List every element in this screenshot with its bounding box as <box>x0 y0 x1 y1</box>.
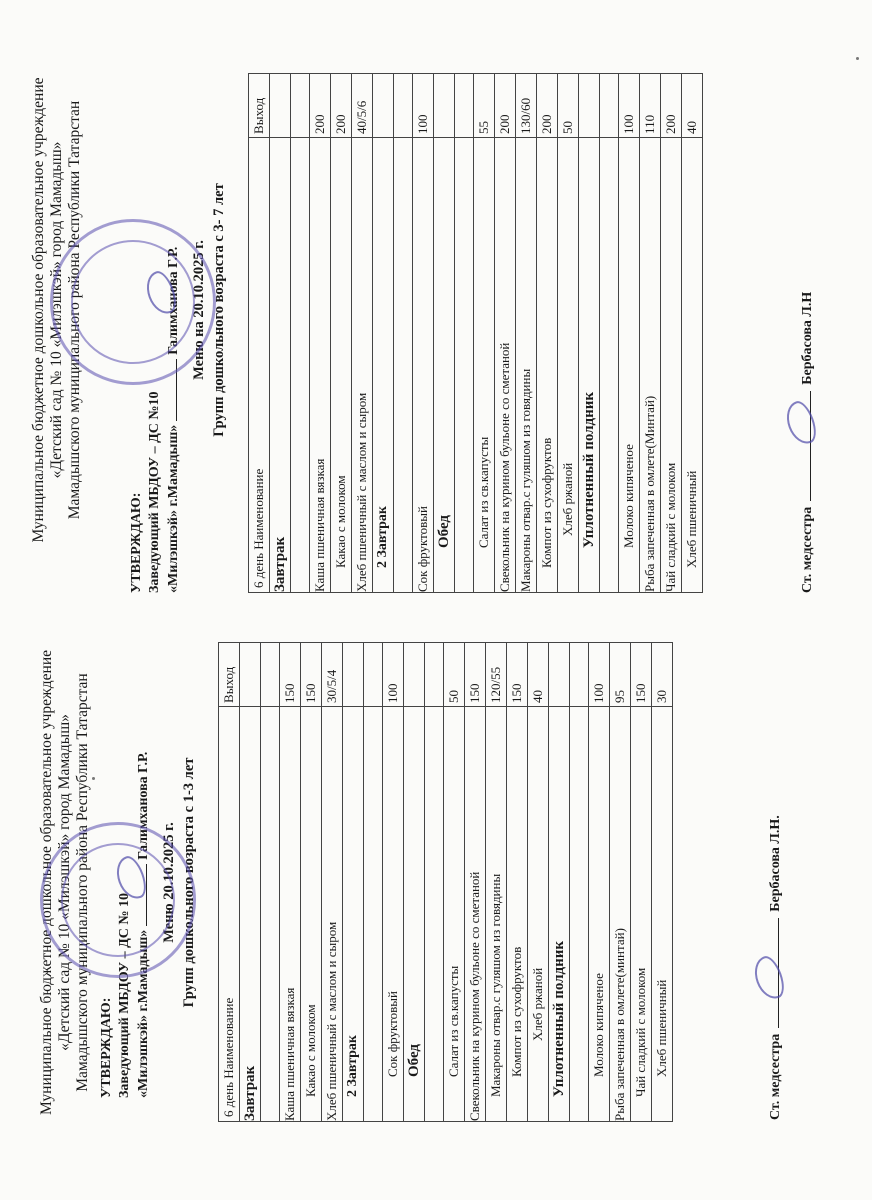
menu-date: Меню на 20.10.2025 г. <box>191 240 207 380</box>
approve-position: Заведующий МБДОУ – ДС №10 <box>147 391 162 593</box>
approve-title: УТВЕРЖДАЮ: <box>129 492 144 593</box>
row-output: 130/60 <box>516 74 537 138</box>
org-line-3: Мамадышского муниципального района Республики Татарстан <box>74 673 91 1092</box>
org-line-1: Муниципальное бюджетное дошкольное образовательное учреждение <box>38 650 55 1115</box>
section-lunch: Обед <box>404 706 425 1121</box>
section-lunch: Обед <box>434 137 455 592</box>
table-row: Какао с молоком <box>301 706 322 1121</box>
table-row: Каша пшеничная вязкая <box>280 706 301 1121</box>
section-breakfast: Завтрак <box>270 137 291 592</box>
menu-1-3-years <box>0 605 872 1160</box>
approve-position: Заведующий МБДОУ – ДС № 10 <box>117 893 132 1098</box>
row-output: 200 <box>537 74 558 138</box>
table-row: Компот из сухофруктов <box>537 137 558 592</box>
row-output: 50 <box>444 643 465 707</box>
row-output: 30/5/4 <box>322 643 343 707</box>
table-row: Хлеб пшеничный <box>682 137 703 592</box>
stamp-seal <box>50 219 216 385</box>
row-output: 40 <box>682 74 703 138</box>
header-name: 6 день Наименование <box>249 137 270 592</box>
signature-line <box>810 391 811 501</box>
header-output: Выход <box>219 643 240 707</box>
group-title: Групп дошкольного возраста с 1-3 лет <box>181 757 197 1008</box>
footer-role: Ст. медсестра <box>768 1033 783 1120</box>
row-output: 200 <box>661 74 682 138</box>
table-row: Хлеб пшеничный с маслом и сыром <box>322 706 343 1121</box>
org-line-1: Муниципальное бюджетное дошкольное образовательное учреждение <box>30 77 47 543</box>
approve-signatory: «Милэшкэй» г.Мамадыш»Галимханова Г.Р. <box>166 246 181 593</box>
table-row: Салат из св.капусты <box>474 137 495 592</box>
table-row: Молоко кипяченое <box>619 137 640 592</box>
org-line-2: «Детский сад № 10 «Милэшкэй» город Мамадыш» <box>56 714 73 1051</box>
table-row: Чай сладкий с молоком <box>661 137 682 592</box>
menu-date: Меню 20.10.2025 г. <box>161 822 177 943</box>
row-output: 150 <box>507 643 528 707</box>
section-breakfast2: 2 Завтрак <box>343 706 364 1121</box>
row-output: 110 <box>640 74 661 138</box>
row-output: 200 <box>495 74 516 138</box>
row-output: 40 <box>528 643 549 707</box>
row-output: 40/5/6 <box>352 74 373 138</box>
menu-table <box>218 642 673 1122</box>
table-row: Компот из сухофруктов <box>507 706 528 1121</box>
row-output: 30 <box>652 643 673 707</box>
header-output: Выход <box>249 74 270 138</box>
table-row: Чай сладкий с молоком <box>631 706 652 1121</box>
menu-3-7-years <box>0 25 872 595</box>
footer-name: Бербасова Л.Н. <box>768 815 783 912</box>
row-output: 100 <box>619 74 640 138</box>
table-row: Салат из св.капусты <box>444 706 465 1121</box>
footer-role: Ст. медсестра <box>800 506 815 593</box>
row-output: 100 <box>589 643 610 707</box>
row-output: 150 <box>465 643 486 707</box>
row-output: 120/55 <box>486 643 507 707</box>
table-row: Макароны отвар.с гуляшом из говядины <box>486 706 507 1121</box>
approve-signatory: «Милэшкэй» г.Мамадыш»Галимханова Г.Р. <box>136 751 151 1098</box>
table-row: Свекольник на курином бульоне со сметаной <box>465 706 486 1121</box>
section-snack: Уплотненный полдник <box>549 706 570 1121</box>
org-line-2: «Детский сад № 10 «Милэшкэй» город Мамадыш» <box>48 141 65 479</box>
row-output: 50 <box>558 74 579 138</box>
table-row: Свекольник на курином бульоне со сметаной <box>495 137 516 592</box>
table-row: Макароны отвар.с гуляшом из говядины <box>516 137 537 592</box>
table-row: Молоко кипяченое <box>589 706 610 1121</box>
table-row: Какао с молоком <box>331 137 352 592</box>
approve-title: УТВЕРЖДАЮ: <box>99 997 114 1098</box>
group-title: Групп дошкольного возраста с 3- 7 лет <box>211 183 227 437</box>
table-row: Рыба запеченная в омлете(Минтай) <box>640 137 661 592</box>
scan-speck <box>92 777 95 780</box>
row-output: 200 <box>310 74 331 138</box>
section-breakfast2: 2 Завтрак <box>373 137 394 592</box>
table-row: Каша пшеничная вязкая <box>310 137 331 592</box>
table-row: Сок фруктовый <box>413 137 434 592</box>
row-output: 150 <box>631 643 652 707</box>
footer-name: Бербасова Л.Н <box>800 291 815 385</box>
row-output: 95 <box>610 643 631 707</box>
table-row: Хлеб ржаной <box>528 706 549 1121</box>
row-output: 100 <box>383 643 404 707</box>
table-row: Рыба запеченная в омлете(минтай) <box>610 706 631 1121</box>
row-output: 150 <box>301 643 322 707</box>
table-row: Сок фруктовый <box>383 706 404 1121</box>
row-output: 55 <box>474 74 495 138</box>
row-output: 200 <box>331 74 352 138</box>
row-output: 100 <box>413 74 434 138</box>
section-snack: Уплотненный полдник <box>579 137 600 592</box>
menu-table <box>248 73 703 593</box>
section-breakfast: Завтрак <box>240 706 261 1121</box>
table-row: Хлеб пшеничный с маслом и сыром <box>352 137 373 592</box>
header-name: 6 день Наименование <box>219 706 240 1121</box>
scan-speck <box>856 57 859 60</box>
row-output: 150 <box>280 643 301 707</box>
table-row: Хлеб пшеничный <box>652 706 673 1121</box>
table-row: Хлеб ржаной <box>558 137 579 592</box>
org-line-3: Мамадышского муниципального района Республики Татарстан <box>66 100 83 520</box>
stamp-seal <box>40 822 196 978</box>
